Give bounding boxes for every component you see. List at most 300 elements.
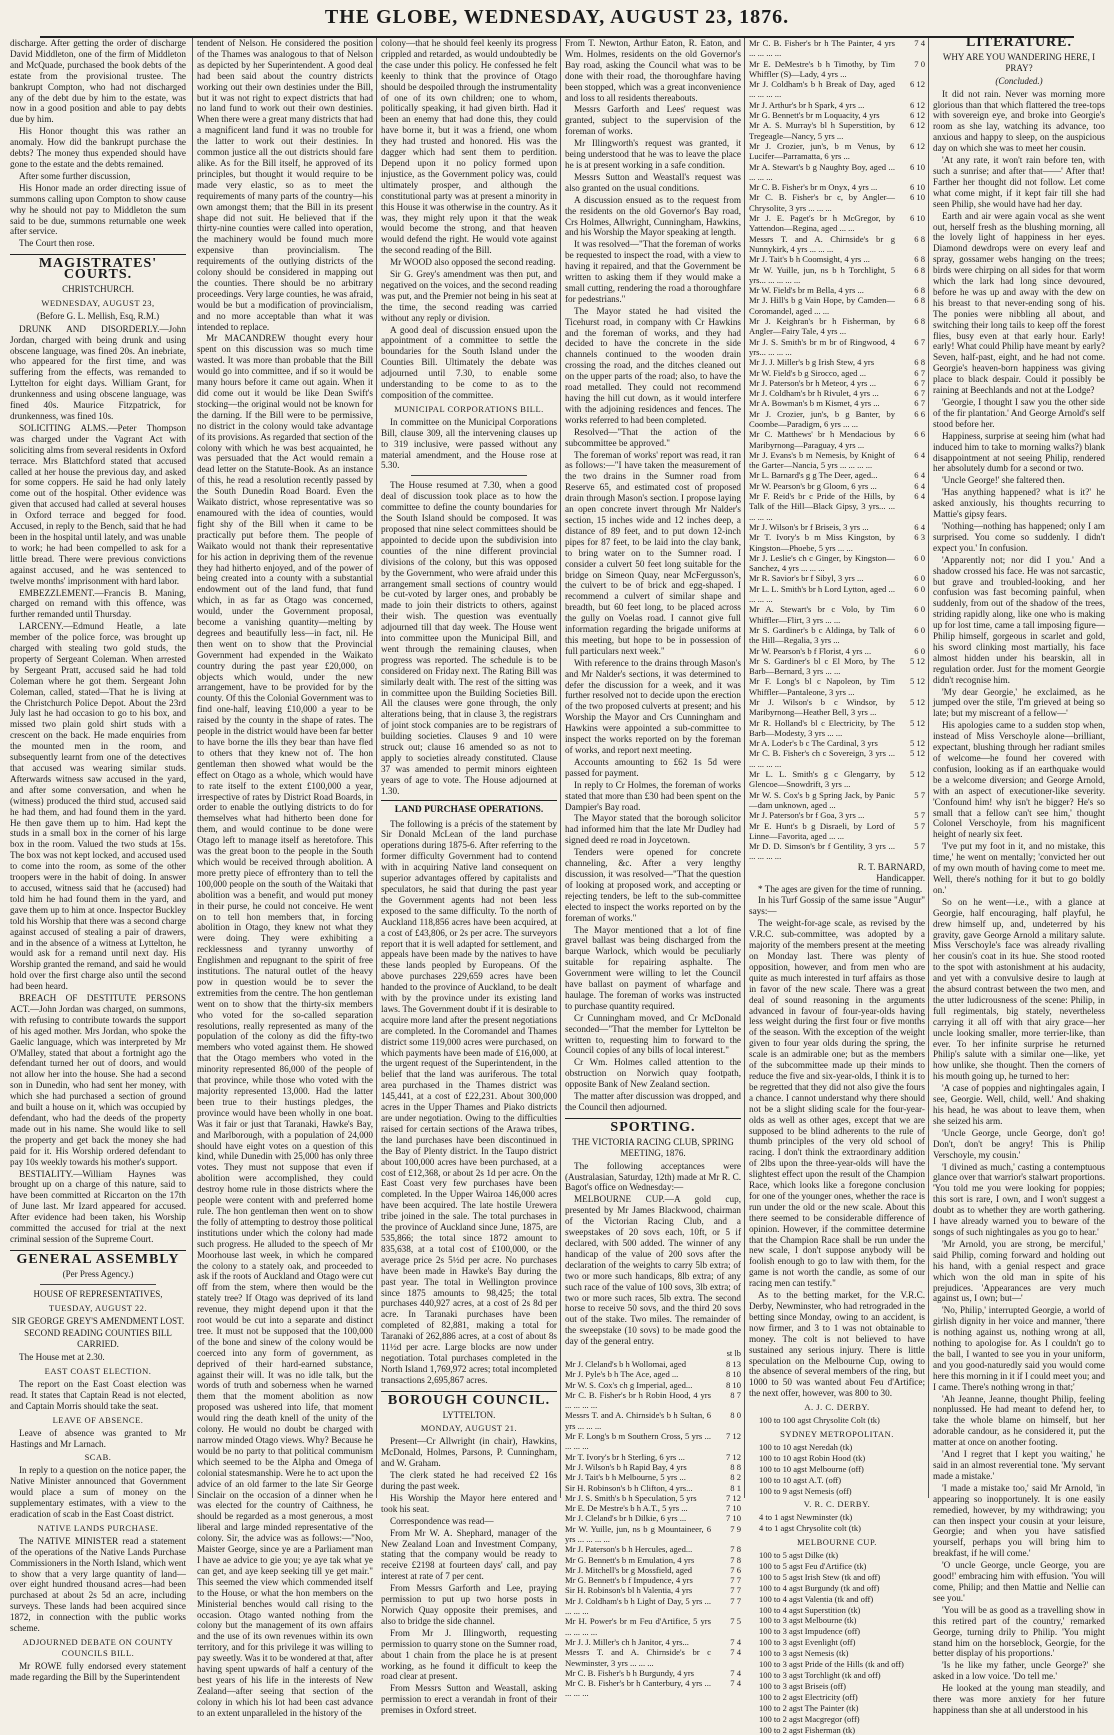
- weight: 7 7: [730, 1595, 741, 1606]
- weight: 7 4: [730, 1636, 741, 1647]
- table-row: [749, 162, 925, 183]
- table-row: [565, 1575, 741, 1585]
- paragraph: In his Turf Gossip of the same issue "Augur" says:—: [749, 895, 925, 917]
- paragraph: BREACH OF DESTITUTE PERSONS ACT.—John Jordan was charged, on summons, with refusing to contribute towards the support of his aged mother. Mrs Jordan, who spoke the Gaelic language, which was interpreted by Mr O'Malley, stated that about a fortnight ago the defendant turned her out of doors, and would not allow her into the house. She had a second son in Dunedin, who had sent her money, with which she had purchased a section of ground and built a house on it, which was occupied by defendant, who had the deeds of the property made out in his name. She would like to sell the property and get back the money she had paid for it. His Worship ordered defendant to pay 10s weekly towards his mother's support.: [10, 993, 186, 1167]
- paragraph: 'I divined as much,' casting a contemptuous glance over that warrior's stalwart proportions. 'You told me you were looking for poppies; this sort is rare, I own, and I won't suggest a doubt as to whether they are worth gathering. I have already warned you to beware of the songs of such nightingales as you go to hear.': [933, 1161, 1105, 1237]
- paragraph: 'I've put my foot in it, and no mistake, this time,' he went on mentally; 'convicted her out of my own mouth of having come to meet me. Well, there's nothing for it but to go boldly on.': [933, 841, 1105, 895]
- table-row: [749, 295, 925, 316]
- horse-entry: Mr C. Matthews' br h Mendacious by Maribyrnong—Paraguay, 4 yrs ...: [749, 429, 895, 450]
- paragraph: Mr WOOD also opposed the second reading.: [390, 257, 556, 268]
- horse-entry: Mr J. Paterson's b h Hercules, aged...: [565, 1544, 693, 1555]
- paragraph: In reply to Cr Holmes, the foreman of works stated that more than £30 had been spent on the Dampier's Bay road.: [565, 779, 741, 812]
- paragraph: BESTIALITY.—William Haynes was brought up on a charge of this nature, said to have been committed at Riccarton on the 17th of June last. Mr Izard appeared for accused. After evidence had been taken, his Worship committed the accused for trial at the next criminal session of the Supreme Court.: [10, 1168, 186, 1244]
- weight: 8 10: [725, 1379, 741, 1390]
- horse-entry: Sir H. Robinson's bl h Valentia, 4 yrs: [565, 1585, 693, 1596]
- table-row: [565, 1483, 741, 1493]
- weight: 5 12: [909, 717, 925, 728]
- table-row: [749, 398, 925, 408]
- horse-entry: Mr J. Cleland's br h Dilkie, 6 yrs ...: [565, 1513, 687, 1524]
- table-row: [749, 285, 925, 295]
- paragraph: 'Uncle George, uncle George, don't go! Don't, don't be angry! This is Philip Verschoyle, my cousin.': [933, 1127, 1105, 1160]
- weight: 7 6: [730, 1564, 741, 1575]
- horse-entry: Mr J. Tait's b h Coomsight, 4 yrs ...: [749, 254, 870, 265]
- horse-entry: Mr J. E. Paget's br h McGregor, by Yattendon—Regina, aged ... ...: [749, 213, 895, 234]
- column-4: [560, 38, 745, 1699]
- paragraph: LARCENY.—Edmund Heatle, a late member of the police force, was brought up charged with stealing two gold studs, the property of Sergeant Coleman. When arrested by Sergeant Pratt, accused said he had told Coleman where he got them. Sergeant John Coleman, called, stated—That he is living at the Christchurch Police Depot. About the 23rd July last he had occasion to go to his box, and missed two plain gold shirt studs with a crescent on the back. He made enquiries from the mounted men in the room, and subsequently learnt from one of the detectives that accused was wearing similar studs. Afterwards witness saw accused in the yard, and after some conversation, and when he (witness) produced the third stud, accused said he had them, and had found them in the yard. He then gave them up to him. Had kept the studs in a small box in the corner of his large box in the room. Valued the two studs at 15s. The box was not kept locked, and accused used to come into the room, as some of the other troopers were in the habit of doing. In answer to accused, witness said that he (accused) had told him he had found them in the yard, and gave them up to him at once. Inspector Buckley told his Worship that there was a second charge against accused of stealing a pair of drawers, and in the absence of a witness at Lyttelton, he would ask for a remand until next day. His Worship granted the remand, and said he would hold over the first charge also until the second had been heard.: [10, 621, 186, 992]
- masthead: [0, 0, 1114, 34]
- paragraph: 'O uncle George, uncle George, you are good!' embracing him with effusion. 'You will come, Philip; and then Mattie and Nellie can see you.': [933, 1560, 1105, 1603]
- table-row: [749, 573, 925, 583]
- weight: 8 13: [725, 1358, 741, 1369]
- column-2: [192, 38, 377, 1718]
- table-row: [749, 625, 925, 646]
- weight: 7 4: [730, 1667, 741, 1678]
- section-heading: SPORTING.: [565, 1118, 741, 1134]
- weight: 7 12: [725, 1451, 741, 1462]
- table-row: [749, 429, 925, 450]
- betting-list: [749, 1512, 925, 1534]
- paragraph: 'Georgie, I thought I saw you the other side of the fir plantation.' And George Arnold's self stood before her.: [933, 397, 1105, 429]
- paragraph: 'You will be as good as a travelling show in this retired part of the country,' remarked George, turning drily to Philip. 'You might stand him on the horseblock, Georgie, for the better display of his proportions.': [933, 1604, 1105, 1659]
- paragraph: Mr MACANDREW thought every hour spent on this discussion was so much time wasted. It was more than probable that the Bill would go into committee, and if so it would be many hours before it came out again. When it did come out it would be like Dean Swift's stocking—the original would not be known for the darning. If the Bill were to be permissive, no district in the colony would take advantage of its provisions. As regarded that section of the colony with which he was best acquainted, he was persuaded that the Act would remain a dead letter on the Statute-Book. As an instance of this, he read a resolution recently passed by the South Dunedin Road Board. Even the Waikato district, whose representative was so enamoured with the idea of counties, would fight shy of the Bill when it came to be practically put before them. The people of Waikato would not thank their representative for his action in depriving them of the revenue they had hitherto enjoyed, and of the power of being created into a county with a substantial endowment out of the land fund, that fund which, in as far as Otago was concerned, would, under the Government proposal, become a vanishing quantity—melting by degrees and beautifully less—in fact, nil. He then went on to show that the Provincial Government had expended in the Waikato country during the past year £20,000, on objects which would, under the new arrangement, have to be provided for by the county. Of this the Colonial Government was to find one-half, leaving £10,000 a year to be raised by the county in the shape of rates. The people in the district would have been far better to have borne the ills they bear than have fled to others that they knew not of. The hon gentleman then showed what would be the effect on Otago as a whole, which would have to rate itself to the extent £100,000 a year, irrespective of rates by District Road Boards, in order to enable the outlying districts to do for themselves what had hitherto been done for them, and would continue to be done were Otago left to manage itself as heretofore. This was the great boon to the people in the South which would be received through abolition. A more pretty piece of effrontery than to tell the 100,000 people on the south of the Waitaki that abolition was a benefit, and would put money in their purse, he could not conceive. He went on to tell hon members that, in forcing abolition in Otago, they knew not what they were doing. They were exhibiting a recklessness and tyranny unworthy of Englishmen and repugnant to the spirit of free institutions. The natural outlet of the heavy pow in question would be to sever the extremities from the centre. The hon gentleman went on to show that the thirty-six members who voted for the so-called separation resolutions, really represented as many of the population of the colony as did the fifty-two members who voted against them. He showed that the Otago members who voted in the minority represented 86,000 of the people of that province, while those who voted with the majority represented 13,000. Had the latter been true to their hustings pledges, the province would have been wholly in one boat. Was it fair or just that Taranaki, Hawke's Bay, and Marlborough, with a population of 24,000 should have eight votes on a question of this kind, while Dunedin with 25,000 has only three votes. They must not suppose that even if abolition were accomplished, they could destroy home rule in those districts where the people were content with and preferred home rule. The hon gentleman then went on to show the folly of attempting to destroy those political institutions under which the colony had made such progress. He alluded to the speech of Mr Moorhouse last week, in which he compared the colony to a stately oak, and proceeded to ask if the roots of Auckland and Otago were cut off from the stem, where then would be the stately tree? If Otago was deprived of its land revenue, they might depend upon it that the root would be cut into a separate and distinct tree. It must not be supposed that the 100,000 of the bone and sinew of the colony would be coerced into any form of government, as deprived of their hard-earned substance, against their will. It was no idle talk, but the words of truth and soberness when he warned them that the moment abolition as now proposed was ushered into life, that moment would ring the death knell of the unity of the colony. He would no doubt be charged with narrow minded Otago views. Why? Because he would be no party to that political communism which seemed to be the Alpha and Omega of colonial statesmanship. Were he to act upon the advice of an old farmer to the late Sir George Sinclair on the occasion of a dinner when he was elected for the country of Caithness, he should be regarded as a most generous, a most liberal and large minded representative of the colony. Sir, the advice was as follows:—"Noo, Maister George, since ye are a Parliament man I have ae advice to gie you; ye aye tak what ye can get, and aye keep seeking till ye get mair." This seemed the view which commended itself to the House, or what the hon members on the Ministerial benches would call rising to the occasion. Otago wanted nothing from the colony but the management of its own affairs and the use of its own revenues within its own territory, and for this privilege it was willing to pay sweetly. Was it to be wondered at that, after having spent upwards of half a century of the best years of his life in the interests of New Zealand—after seeing that section of the colony in which his lot had been cast advance to an extent unparalleled in the history of the: [197, 333, 373, 1718]
- horse-entry: Mr L. L. Smith's g c Glengarry, by Glencoe—Snowdrift, 3 yrs ...: [749, 769, 895, 790]
- paragraph: Mr Illingworth's request was granted, it being understood that he was to leave the place he is at present working in a safe condition.: [565, 138, 741, 170]
- paragraph: The Mayor stated that the borough solicitor had informed him that the late Mr Dudley had signed deed re road in Joycetown.: [565, 813, 741, 846]
- caption: EAST COAST ELECTION.: [44, 1366, 152, 1377]
- horse-entry: Mr J. Mitchell's br g Mossfield, aged: [565, 1564, 693, 1575]
- betting-list: [749, 1415, 925, 1426]
- weight: 6 0: [914, 604, 925, 615]
- table-row: [749, 522, 925, 532]
- weight: 6 8: [914, 254, 925, 265]
- betting-list: [749, 1442, 925, 1497]
- weight: 6 0: [914, 552, 925, 563]
- betting-line: 100 to 3 agst Torchlight (tk and off): [759, 1670, 881, 1680]
- table-row: [749, 100, 925, 110]
- table-row: [749, 841, 925, 862]
- paragraph: 'Has anything happened? what is it?' he asked anxiously, his thoughts recurring to Mattie's gipsy fears.: [933, 487, 1105, 520]
- weight: 6 10: [909, 213, 925, 224]
- horse-entry: Sir H. Robinson's b h Clifton, 4 yrs...: [565, 1482, 693, 1493]
- horse-entry: Mr J. S. Smith's br m br of Ringwood, 4 yrs... ... ... ...: [749, 336, 895, 357]
- paragraph: The Court then rose.: [19, 238, 95, 249]
- horse-entry: Mr J. Crozier, jun's, b g Banter, by Coombe—Paradigm, 6 yrs ... ...: [749, 408, 895, 429]
- table-row: [749, 481, 925, 491]
- horse-entry: Mr J. Hill's b g Vain Hope, by Camden—Coromandel, aged ... ...: [749, 295, 895, 316]
- horse-entry: Mr J. Evans's b m Nemesis, by Knight of the Garter—Nancia, 5 yrs ... ... ... ...: [749, 449, 895, 471]
- horse-entry: Mr J. Wilson's b h Rapid Bay, 4 yrs: [565, 1461, 687, 1472]
- divider: [411, 475, 527, 476]
- weight: 6 7: [914, 398, 925, 409]
- paragraph: Earth and air were again vocal as she went out, herself fresh as the blushing morning, all the lovely light of happiness in her eyes. Diamond dewdrops were on every leaf and spray, gossamer webs hanging on the trees; birds were chirping on all sides for that worm which the lark had long since devoured, before he was up and away with the dew on his breast to that never-ending song of his. The ponies were nibbling all about, and switching their long tails to keep off the forest flies, busy even at that early hour. Early! early! What could Philip have meant by early? Seven, half-past, eight, and he had not come. Georgie's heaven-born happiness was giving place to black despair. Could it possibly be raining at Beechlands and not at the Lodge?: [933, 210, 1105, 396]
- paragraph: The NATIVE MINISTER read a statement of the operations of the Native Lands Purchase Commissioners in the North Island, which went to show that a very large quantity of land—over eight hundred thousand acres—had been purchased at about 2s 5d an acre, including surveys. These lands had been acquired since 1872, in connection with the public works scheme.: [10, 1535, 186, 1634]
- paragraph: Resolved—"That the action of the subcommittee be approved.": [565, 426, 741, 448]
- table-row: [749, 120, 925, 141]
- paragraph: Leave of absence was granted to Mr Hastings and Mr Larnach.: [10, 1427, 186, 1449]
- horse-entry: Messrs T. and A. Chirnside's br g Nunnykirk, 4 yrs ... ... ...: [749, 233, 895, 254]
- paragraph: SOLICITING ALMS.—Peter Thompson was charged under the Vagrant Act with soliciting alms from several residents in Oxford terrace. Mrs Blattchford stated that accused called at her house the previous day, and asked for some coppers. He said he had only lately come out of the hospital. Other evidence was given that accused had called at several houses in Oxford terrace and begged for food. Accused, in reply to the Bench, said that he had been in the hospital until lately, and was unable to work; he had been compelled to ask for a little bread. There were previous convictions against accused, and he was sentenced to twelve months' imprisonment with hard labor.: [10, 422, 186, 586]
- horse-entry: Mr G. Bennett's b f Impudence, 4 yrs: [565, 1575, 693, 1586]
- horse-entry: Mr C. B. Fisher's br h The Painter, 4 yrs ... ... ... ...: [749, 38, 895, 59]
- table-row: [749, 470, 925, 480]
- column-3: [376, 38, 561, 1716]
- subheading: LYTTELTON.: [442, 1409, 496, 1420]
- table-row: [565, 1637, 741, 1647]
- table-row: [749, 604, 925, 625]
- paragraph: From Mr J. Illingworth, requesting permission to quarry stone on the Sumner road, about 1 chain from the place he is at present working, as he found it difficult to keep the road clear at present.: [381, 1627, 557, 1682]
- table-row: [565, 1431, 741, 1452]
- subheading: SIR GEORGE GREY'S AMENDMENT LOST.: [11, 1315, 185, 1326]
- betting-line: 100 to 3 agst Briseis (off): [759, 1680, 846, 1691]
- horse-entry: Mr F. Reid's br c Pride of the Hills, by Talk of the Hill—Black Gipsy, 3 yrs... ... ... ... ...: [749, 491, 895, 522]
- betting-line: 100 to 10 agst A.T. (off): [759, 1474, 842, 1485]
- table-row: [749, 357, 925, 367]
- horse-entry: Messrs T. and A. Chirnside's b h Sultan, 6 yrs ... ... ...: [565, 1410, 711, 1431]
- betting-line: 100 to 5 agst Dilke (tk): [759, 1550, 839, 1561]
- horse-entry: Mr W. Yuille, jun, ns b g Mountaineer, 6 yrs ... ... ... ...: [565, 1523, 711, 1544]
- table-row: [749, 491, 925, 522]
- weight: 7 7: [730, 1585, 741, 1596]
- weight: 5 12: [909, 697, 925, 707]
- paragraph: 'And I regret that I kept you waiting,' he said in an almost reverential tone. 'My servant made a mistake.': [933, 1449, 1105, 1481]
- betting-line: 100 to 3 agst Impudence (off): [759, 1626, 861, 1637]
- horse-entry: Mr E. Hunt's b g Disraeli, by Lord of Linne—Favorita, aged ... ...: [749, 820, 895, 841]
- paragraph: EMBEZZLEMENT.—Francis B. Maning, charged on remand with this offence, was further remanded until Thursday.: [10, 587, 186, 620]
- table-row: [749, 265, 925, 286]
- horse-entry: Mr A. Bowman's b m Kismet, 4 yrs ...: [749, 398, 880, 409]
- weight: 6 7: [914, 367, 925, 378]
- section-heading: GENERAL ASSEMBLY: [10, 1250, 186, 1266]
- weight: 6 8: [914, 295, 925, 306]
- paragraph: A discussion ensued as to the request from the residents on the old Governor's Bay road, Crs Holmes, Allwright, Cunningham, Hawkins, and his Worship the Mayor speaking at length.: [565, 194, 741, 238]
- caption: ADJOURNED DEBATE ON COUNTY COUNCILS BILL.: [22, 1636, 174, 1658]
- paragraph: From Messrs Sutton and Weastall, asking permission to erect a verandah in front of their premises in Oxford street.: [381, 1683, 557, 1716]
- subheading: HOUSE OF REPRESENTATIVES,: [33, 1288, 163, 1299]
- paragraph: * The ages are given for the time of running.: [758, 883, 923, 894]
- paragraph: The House met at 2.30.: [19, 1352, 105, 1363]
- paragraph: The following is a précis of the statement by Sir Donald McLean of the land purchase operations during 1875-6. After referring to the former difficulty Government had to contend with in acquiring Native land consequent on superior advantages offered by capitalists and speculators, he said that during the past year the Government agents had not been less exposed to the same difficulty. To the north of Auckland 118,856 acres have been acquired, at a cost of £43,806, or 2s per acre. The surveyors report that it is well adapted for settlement, and appeals have been made by the natives to have these lands peopled by Europeans. Of the above purchases 229,659 acres have been handed to the province of Auckland, to be dealt with by the province under its existing land laws. The Government doubt if it is desirable to acquire more land after the present negotiations are completed. In the Coromandel and Thames district some 119,000 acres were purchased, on which payments have been made of £16,000, at the urgent request of the Superintendent, in the belief that the land was auriferous. The total area purchased in the Thames district was 145,441, at a cost of £22,231. About 300,000 acres in the Upper Thames and Piako districts are under negotiation. Owing to the difficulties raised for certain sections of the Arawa tribes, the land purchases have been discontinued in the Bay of Plenty district. In the Taupo district about 100,000 acres have been purchased, at a cost of £12,368, or about 2s 1d per acre. On the East Coast very few purchases have been completed. In the Upper Wairoa 146,000 acres have been acquired. The late hostile Urewera tribe joined in the sale. The total purchases in the province of Auckland since June, 1875, are 535,866; the total since 1872 amount to 835,638, at a total cost of £100,000, or the average price 2s 5½d per acre. No purchases have been made in Hawke's Bay during the past year. The total in Wellington province since 1875 amounts to 98,425; the total purchases 440,927 acres, at a cost of 2s 8d per acre. In Taranaki purchases have been completed of 82,881, making a total for Taranaki of 262,886 acres, at a cost of about 8s 11½d per acre. Large blocks are now under negotiation. Total purchases completed in the North Island 1,769,972 acres; total incompleted transactions 2,695,867 acres.: [381, 818, 557, 1385]
- weight: 7 4: [914, 38, 925, 48]
- signature-name: R. T. BARNARD,: [857, 861, 925, 872]
- paragraph: 'At any rate, it won't rain before ten, with such a sunrise; and after that——' After that! Farther her thought did not follow. Let come what come might, if it kept fair till she had seen Philip, she would have had her day.: [933, 155, 1105, 209]
- table-row: [565, 1668, 741, 1678]
- weight: 6 12: [909, 120, 925, 131]
- horse-entry: Mr J. Crozier, jun's, b m Venus, by Lucifer—Parramatta, 6 yrs ...: [749, 140, 895, 162]
- section-heading: MAGISTRATES' COURTS.: [10, 254, 186, 281]
- horse-entry: Mr T. Ivory's b m Miss Kingston, by Kingston—Phoebe, 5 yrs ... ...: [749, 532, 895, 553]
- paragraph: 'Nothing—nothing has happened; only I am surprised. You come so suddenly. I didn't expect you.' In confusion.: [933, 520, 1105, 553]
- betting-line: 100 to 2 agst Electricity (off): [759, 1691, 858, 1702]
- betting-line: 100 to 4 agst Superstition (tk): [759, 1604, 861, 1615]
- horse-entry: Mr W. S. Cox's b g Spring Jack, by Panic—dam unknown, aged ...: [749, 789, 895, 810]
- weight: 7 10: [725, 1513, 741, 1524]
- horse-entry: Mr J. Tait's b h Melbourne, 5 yrs ...: [565, 1472, 686, 1483]
- weight: 8 7: [730, 1389, 741, 1400]
- paragraph: Tenders were opened for concrete channeling, &c. After a very lengthy discussion, it was resolved—"That the question of looking at proposed work, and accepting or rejecting tenders, be left to the sub-committee elected to inspect the works reported on by the foreman of works.": [565, 847, 741, 923]
- table-row: [565, 1390, 741, 1411]
- weight: 6 12: [909, 140, 925, 151]
- table-row: [749, 182, 925, 192]
- paragraph: After some further discussion,: [19, 170, 131, 181]
- table-row: [749, 748, 925, 769]
- paragraph: From Messrs Garforth and Lee, praying permission to put up two horse posts in Norwich Quay opposite their premises, and also to bridge the side channel.: [381, 1583, 557, 1626]
- table-row: [565, 1380, 741, 1390]
- horse-entry: Mr L. L. Smith's br h Lord Lytton, aged ... ... ... ...: [749, 583, 895, 605]
- weight: 6 3: [914, 532, 925, 543]
- table-row: [565, 1596, 741, 1617]
- paragraph: His Worship the Mayor here entered and took his seat.: [381, 1492, 557, 1514]
- table-row: [749, 79, 925, 100]
- table-row: [749, 213, 925, 234]
- weight: 5 12: [909, 655, 925, 666]
- paragraph: Correspondence was read—: [390, 1515, 494, 1526]
- table-row: [565, 1410, 741, 1431]
- paragraph: The weight-for-age scale, as revised by the V.R.C. sub-committee, was adopted by a majority of the members present at the meeting on Monday last. There was plenty of opposition, however, and from men who are quite as much interested in turf affairs as those in favor of the new scale. There was a great deal of sound reasoning in the arguments advanced in favour of four-year-olds having less weight during the first four or five months of the season. With the exception of the weight given to four year olds during the spring, the scale is an admirable one; but as the members of the subcommittee made up their minds to reduce the five and six-year-olds, I think it is to be regretted that they did not also give the fours a chance. I cannot understand why there should not be a slight sliding scale for the four-year-olds as well as other ages, except that we are supposed to be blind adherents to the rule of thumb principles of the very old school of racing. I don't think the extraordinary addition of 2lbs upon the three-year-olds will have the slightest effect upon the result of the Champion Race, which looks like a foregone conclusion for one of the younger ones, whether the race is run under the old or the new scale. About this there seemed to be considerable difference of opinion. However, if the committee determine that the Champion Race shall be run under the new scale, I don't suppose anybody will be foolish enough to go to law with them, for the game is not worth the candle, as some of our racing men can testify.": [749, 918, 925, 1289]
- weight: 5 7: [914, 789, 925, 800]
- weight: 6 0: [914, 624, 925, 635]
- subheading: TUESDAY, AUGUST 22.: [48, 1302, 148, 1313]
- betting-line: 100 to 4 agst Valentia (tk and off): [759, 1593, 874, 1604]
- horse-entry: Mr J. Paterson's br h Meteor, 4 yrs ...: [749, 377, 876, 388]
- table-row: [749, 769, 925, 790]
- paragraph: He looked at the young man steadily, and there was more anxiety for her future happiness than she at all understood in his: [933, 1683, 1105, 1715]
- table-row: [749, 656, 925, 677]
- horse-entry: Mr S. Gardiner's bl c El Moro, by The Barb—Bernard, 3 yrs ... ...: [749, 655, 895, 677]
- horse-entry: Mr E. DeMestre's b h Timothy, by Tim Whiffler (S)—Lady, 4 yrs ...: [749, 58, 895, 79]
- paragraph: The House resumed at 7.30, when a good deal of discussion took place as to how the committee to define the county boundaries for the South Island should be composed. It was proposed that nine select committees should be appointed to decide upon the subdivision into counties of the nine different provincial divisions of the colony, but this was opposed by the Government, who were afraid under this arrangement small sections of country would be cut-voted by larger ones, and probably be made to join their districts to others, against their wish. The question was eventually adjourned till that day week. The House went into committee upon the Municipal Bill, and went through the remaining clauses, when progress was reported. The schedule is to be considered on Friday next. The Rating Bill was similarly dealt with. The rest of the sitting was in committee upon the Building Societies Bill. All the clauses were gone through, the only alterations being, that in clause 3, the registrars of joint stock companies are to be registrars of building societies. Clauses 9 and 10 were struck out; clause 16 amended so as not to apply to societies already constituted. Clause 37 was amended to permit minors eighteen years of age to vote. The House adjourned at 1.30.: [381, 480, 557, 796]
- horse-entry: Mr J. Keighran's br h Fisherman, by Angler—Fairy Tale, 4 yrs ...: [749, 316, 895, 337]
- columns: [10, 35, 1105, 1735]
- paragraph: The Mayor stated he had visited the Ticehurst road, in company with Cr Hawkins and the foreman of works, and they had decided to have the concrete in the side channels continued to the wooden drain crossing the road, and the ditches cleaned out on the upper parts of the road; also, to have the road metalled. They could not recommend having the hill cut down, as it would interfere with the adjoining residences and fences. The works referred to had been completed.: [565, 305, 741, 425]
- section-heading: LITERATURE.: [965, 35, 1073, 50]
- paragraph: From T. Newton, Arthur Eaton, R. Eaton, and Wm. Holmes, residents on the old Governor's Bay road, asking the Council what was to be done with their road, the thoroughfare having been stopped, which was a great inconvenience and loss to all residents thereabouts.: [565, 38, 741, 103]
- paragraph: tendent of Nelson. He considered the position of the Thames was analogous to that of Nelson as depicted by her Superintendent. A good deal had been said about the country districts working out their own destinies under the Bill, but it was not right to expect districts that had no land fund to work out their own destinies. When there were a great many districts that had a magnificent land fund it was no trouble for the latter to work out their destinies. In common justice all the out districts should fare alike. As for the Bill itself, he approved of its principles, but thought it would require to be made very elastic, so as to meet the requirements of many parts of the country—his own amongst them; that the Bill in its present shape did not suit. He believed that if the thirty-nine counties were called into operation, the machinery would be found much more expensive than provincialism. The requirements of the outlying districts of the colony should be considered in mapping out the counties. There should be no arbitrary proceedings. Very large counties, he was afraid, would be but a modification of provincialism, and no more acceptable than what it was intended to replace.: [197, 38, 373, 332]
- table-row: [749, 790, 925, 811]
- horse-entry: Mr F. Long's b m Southern Cross, 5 yrs ... ... ... ...: [565, 1431, 711, 1452]
- paragraph: The clerk stated he had received £2 16s during the past week.: [381, 1470, 557, 1491]
- horse-entry: Mr J. J. Miller's ch h Janitor, 4 yrs...: [565, 1636, 689, 1647]
- caption: A. J. C. DERBY.: [804, 1402, 870, 1413]
- horse-entry: Mr J. J. Miller's b g Irish Stew, 4 yrs: [749, 357, 875, 368]
- weight: 6 0: [914, 645, 925, 656]
- table-row: [565, 1513, 741, 1523]
- paragraph: 'Apparently not; nor did I you.' And a shadow crossed his face. He was not sarcastic, but grave and troubled-looking, and her confusion was fast becoming painful, when suddenly, from out of the shadow of the trees, striding rapidly along, like one who is making up for lost time, came a tall imposing figure—Philip himself, gorgeous in scarlet and gold, his sword clinking most martially, his face almost hidden under his bearskin, all in regulation order. Just for the moment Georgie didn't recognise him.: [933, 554, 1105, 685]
- horse-entry: Mr J. Wilson's b c Windsor, by Maribyrnong—Heather Bell, 3 yrs ...: [749, 697, 895, 718]
- horse-entry: Messrs T. and A. Chirnside's br c Newminster, 3 yrs ... ... ...: [565, 1647, 711, 1668]
- weight: 7 8: [730, 1544, 741, 1555]
- horse-entry: Mr A. Stewart's b g Naughty Boy, aged ... ... ... ...: [749, 161, 895, 182]
- horse-entry: Mr C. B. Fisher's b h Burgundy, 4 yrs: [565, 1667, 695, 1678]
- horse-entry: Mr W. Field's br m Bella, 4 yrs ...: [749, 285, 864, 296]
- weight: 8 8: [730, 1461, 741, 1472]
- table-row: [565, 1616, 741, 1637]
- table-row: [749, 388, 925, 398]
- weight: 6 8: [914, 264, 925, 275]
- weight: 6 8: [914, 285, 925, 296]
- horse-entry: Mr J. Leslie's ch c Ginger, by Kingston—Sanchez, 4 yrs ... ... ...: [749, 552, 895, 574]
- divider: [40, 1284, 156, 1285]
- weight: 8 10: [725, 1369, 741, 1380]
- horse-entry: Mr J. Coldham's br h Rivulet, 4 yrs ...: [749, 388, 879, 399]
- caption: SYDNEY METROPOLITAN.: [780, 1428, 894, 1439]
- paragraph: 'Mr Arnold, you are strong, be merciful,' said Philip, coming forward and holding out his hand, with a genial respect and grace which won the old man in spite of his prejudices. 'Appearances are very much against us, I own; but—': [933, 1238, 1105, 1304]
- acceptances-table-2: [749, 38, 925, 862]
- betting-line: 100 to 10 agst Robin Hood (tk): [759, 1452, 866, 1463]
- column-6: [928, 35, 1105, 1715]
- table-row: [565, 1462, 741, 1472]
- paragraph: The report on the East Coast election was read. It states that Captain Read is not elected, and Captain Morris should take the seat.: [10, 1379, 186, 1411]
- paragraph: Happiness, surprise at seeing him (what had induced him to take to morning walks?) blank disappointment at not seeing Philip, rendered her absolutely dumb for a second or two.: [933, 430, 1105, 474]
- weight: 7 4: [730, 1647, 741, 1658]
- weight: 7 10: [725, 1503, 741, 1514]
- weight: 7 4: [730, 1678, 741, 1689]
- weight: 8 1: [730, 1482, 741, 1493]
- horse-entry: Mr C. B. Fisher's br m Onyx, 4 yrs ...: [749, 182, 878, 193]
- weight: 5 12: [909, 748, 925, 759]
- table-row: [565, 1503, 741, 1513]
- table-row: [565, 1472, 741, 1482]
- weight: 6 4: [914, 470, 925, 481]
- table-row: [749, 316, 925, 337]
- betting-line: 4 to 1 agst Chrysolite colt (tk): [759, 1523, 861, 1534]
- horse-entry: Mr J. Cleland's b h Wollomai, aged: [565, 1358, 686, 1369]
- table-row: [749, 234, 925, 255]
- weight: 7 9: [730, 1523, 741, 1534]
- weight: 7 7: [730, 1575, 741, 1586]
- table-row: [749, 676, 925, 697]
- horse-entry: Mr J. Coldham's b h Break of Day, aged ... ... ... ...: [749, 79, 895, 100]
- paragraph: 'My dear Georgie,' he exclaimed, as he jumped over the stile, 'I'm grieved at being so late; but my miscreant of a fellow—': [933, 686, 1105, 719]
- table-row: [565, 1565, 741, 1575]
- subheading: SECOND READING COUNTIES BILL CARRIED.: [24, 1328, 172, 1350]
- horse-entry: Mr A. S. Murray's bl h Superstition, by Tregeagle—Nancy, 5 yrs ...: [749, 120, 895, 141]
- caption: MELBOURNE CUP.: [797, 1537, 877, 1548]
- horse-entry: Mr G. Bennett's br m Loquacity, 4 yrs: [749, 110, 880, 121]
- paragraph: Messrs Garforth and Lees' request was granted, subject to the supervision of the foreman of works.: [565, 104, 741, 137]
- subheading: WEDNESDAY, AUGUST 23,: [41, 297, 155, 308]
- weight: 6 8: [914, 233, 925, 244]
- caption: NATIVE LANDS PURCHASE.: [37, 1522, 159, 1533]
- weight: 6 0: [914, 583, 925, 594]
- paragraph: discharge. After getting the order of discharge David Middleton, one of the firm of Middleton and McQuade, purchased the book debts of the estate from the provisional trustee. The bankrupt Compton, who had not discharged any of the debt due by him to the estate, was now in a good position and able to pay debts due by him.: [10, 38, 186, 125]
- horse-entry: Mr C. B. Fisher's ch c Sovereign, 3 yrs ... ... ... ... ...: [749, 748, 895, 769]
- horse-entry: Mr J. Pyle's b h The Ace, aged ...: [565, 1369, 679, 1380]
- paragraph: Messrs Sutton and Weastall's request was also granted on the usual conditions.: [565, 171, 741, 193]
- paragraph: Mr ROWE fully endorsed every statement made regarding the Bill by the Superintendent: [10, 1660, 186, 1682]
- paragraph: 'I made a mistake too,' said Mr Arnold, 'in appearing so inopportunely. It is one easily remedied, however, by my withdrawing; you can then inspect your cousin at your leisure, Georgie; and when you have satisfied yourself, perhaps you will bring him to breakfast, if he will come.': [933, 1482, 1105, 1559]
- paragraph: It did not rain. Never was morning more glorious than that which flattered the tree-tops with sovereign eye, and broke into Georgie's room as she lay, watching its advance, too anxious and happy to sleep, on the auspicious day on which she was to meet her cousin.: [933, 88, 1105, 154]
- weight: 6 10: [909, 182, 925, 193]
- horse-entry: Mr A. Stewart's br c Volo, by Tim Whiffler—Flirt, 3 yrs ... ...: [749, 604, 895, 625]
- weight: 5 7: [914, 841, 925, 852]
- horse-entry: Mr R. Holland's bl c Electricity, by The Barb—Modesty, 3 yrs ... ...: [749, 717, 895, 738]
- weight: 6 10: [909, 192, 925, 203]
- horse-entry: Mr W. Pearson's br g Gloom, 6 yrs ...: [749, 480, 877, 491]
- weight: 6 4: [914, 480, 925, 491]
- paragraph: Cr Cunningham moved, and Cr McDonald seconded—"That the member for Lyttelton be written to, requesting him to forward to the Council copies of any bills of local interest.": [565, 1012, 741, 1056]
- paragraph: In reply to a question on the notice paper, the Native Minister announced that Government would place a sum of money on the supplementary estimates, with a view to the eradication of scab in the East Coast district.: [10, 1465, 186, 1519]
- paragraph: Present—Cr Allwright (in chair), Hawkins, McDonald, Holmes, Parsons, P. Cunningham, and W. Graham.: [381, 1436, 557, 1469]
- paragraph: His apologies came to a sudden stop when, instead of Miss Verschoyle alone—brilliant, expectant, blushing through her radiant smiles of welcome—he found her covered with confusion, looking as if an earthquake would be a welcome diversion; and George Arnold, with an aspect of executioner-like severity. 'Confound him! why isn't he bigger? He's so small that a fellow can't see him,' thought Colonel Verschoyle, from his magnificent height of nearly six feet.: [933, 720, 1105, 840]
- table-row: [749, 409, 925, 430]
- table-row: [565, 1369, 741, 1379]
- horse-entry: Mr W. S. Cox's ch g Imperial, aged...: [565, 1379, 693, 1390]
- paragraph: With reference to the drains through Mason's and Mr Nalder's sections, it was determined to defer the discussion for a week, and it was further resolved not to decide upon the erection of the two proposed culverts at present; and his Worship the Mayor and Crs Cunningham and Hawkins were appointed a sub-committee to inspect the works reported on by the foreman of works, and report next meeting.: [565, 657, 741, 755]
- betting-line: 100 to 3 agst Nemesis (tk): [759, 1648, 849, 1659]
- table-row: [749, 378, 925, 388]
- table-row: [749, 646, 925, 656]
- weight: 5 12: [909, 738, 925, 749]
- paragraph: Sir G. Grey's amendment was then put, and negatived on the voices, and the second reading was put, and the Premier not being in his seat at the time, the second reading was carried without any reply or division.: [381, 269, 557, 323]
- subheading: THE VICTORIA RACING CLUB, SPRING MEETING, 1876.: [572, 1136, 734, 1158]
- table-row: [749, 368, 925, 378]
- horse-entry: Mr G. Bennett's b m Emulation, 4 yrs: [565, 1554, 695, 1565]
- table-row: [749, 38, 925, 59]
- horse-entry: Mr W. Yuille, jun, ns b h Torchlight, 5 yrs... ... ... ... ...: [749, 264, 895, 285]
- paragraph: Cr Wm. Holmes called attention to the obstruction on Norwich quay footpath, opposite Bank of New Zealand section.: [565, 1057, 741, 1090]
- weight: 6 7: [914, 388, 925, 399]
- table-row: [565, 1452, 741, 1462]
- weight: 7 12: [725, 1431, 741, 1442]
- horse-entry: Mr T. Ivory's br h Sterling, 6 yrs ...: [565, 1451, 685, 1462]
- weight: 6 7: [914, 336, 925, 347]
- horse-entry: Mr C. B. Fisher's br c, by Angler—Chrysolite, 3 yrs ... ... ...: [749, 192, 895, 213]
- table-row: [749, 337, 925, 358]
- section-heading: LAND PURCHASE OPERATIONS.: [381, 800, 557, 816]
- weight: 6 6: [914, 408, 925, 419]
- table-row: [749, 553, 925, 574]
- betting-line: 100 to 2 agst Macgregor (off): [759, 1713, 860, 1724]
- section-heading: BOROUGH COUNCIL.: [381, 1391, 557, 1407]
- betting-line: 100 to 10 agst Neredah (tk): [759, 1441, 853, 1452]
- table-row: [565, 1585, 741, 1595]
- caption: MUNICIPAL CORPORATIONS BILL.: [394, 403, 544, 414]
- horse-entry: Mr J. Arthur's br h Spark, 4 yrs ...: [749, 99, 865, 110]
- weight: 8 0: [730, 1410, 741, 1421]
- weight: 6 4: [914, 449, 925, 460]
- paragraph: DRUNK AND DISORDERLY.—John Jordan, charged with being drunk and using obscene language, was fined 20s. An inebriate, who appeared for the first time, and was suffering from the effects, was remanded to Lyttelton for eight days. William Grant, for drunkenness and using obscene language, was fined 40s. Maurice Fitzpatrick, for drunkenness, was fined 10s.: [10, 323, 186, 421]
- betting-line: 100 to 3 agst Melbourne (tk): [759, 1615, 857, 1626]
- table-row: [749, 254, 925, 264]
- subheading: (Before G. L. Mellish, Esq, R.M.): [36, 310, 160, 321]
- table-row: [565, 1493, 741, 1503]
- weight: 5 12: [909, 676, 925, 687]
- betting-line: 100 to 100 agst Chrysolite Colt (tk): [759, 1415, 880, 1426]
- weight: 7 12: [725, 1492, 741, 1503]
- weight: 6 7: [914, 377, 925, 388]
- weight: 6 8: [914, 357, 925, 368]
- signature-title: Handicapper.: [876, 872, 925, 883]
- betting-line: 100 to 10 agst Melbourne (off): [759, 1463, 864, 1474]
- paragraph: The following acceptances were (Australasian, Saturday, 12th) made at Mr R. C. Bagot's office on Wednesday:—: [565, 1160, 741, 1193]
- horse-entry: Mr J. Wilson's br f Briseis, 3 yrs ...: [749, 521, 869, 532]
- subheading: (Concluded.): [995, 75, 1043, 86]
- betting-line: 100 to 2 agst Fisherman (tk): [759, 1724, 856, 1735]
- betting-line: 100 to 3 agst Pride of the Hills (tk and off): [759, 1659, 904, 1670]
- paragraph: So on he went—i.e., with a glance at Georgie, half encouraging, half playful, he drew himself up, and, undeterred by his gravity, gave George Arnold a military salute. Miss Verschoyle's face was already rivalling her cousin's coat in its hue. She stood rooted to the spot with astonishment at his audacity, and yet with a convulsive desire to laugh at the absurd contrast between the two men, and the utter ludicrousness of the scene: Philip, in full regimentals, big stately, nevertheless carrying it all off with that airy grace—her uncle looking smaller, more terrier-like, than ever. To her infinite surprise he returned Philip's salute with a similar one—like, yet how unlike, she thought. Then the corners of his mouth going up, he turned to her:: [933, 896, 1105, 1082]
- betting-line: 100 to 9 agst Nemesis (off): [759, 1485, 852, 1496]
- table-row: [749, 532, 925, 553]
- paragraph: It was resolved—"That the foreman of works be requested to inspect the road, with a view to having it repaired, and that the Government be written to asking them if they would make a small cutting, rendering the road a thoroughfare for pedestrians.": [565, 239, 741, 304]
- weight: 6 8: [914, 316, 925, 327]
- paragraph: 'A case of poppies and nightingales again, I see, Georgie. Well, child, well.' And shaking his head, he was about to leave them, when she seized his arm.: [933, 1083, 1105, 1126]
- weight: 8 2: [730, 1472, 741, 1483]
- betting-list: [749, 1550, 925, 1735]
- weight: 5 7: [914, 810, 925, 821]
- betting-line: 100 to 3 agst Evenlight (off): [759, 1637, 856, 1648]
- table-row: [565, 1555, 741, 1565]
- story-body: [933, 89, 1105, 1716]
